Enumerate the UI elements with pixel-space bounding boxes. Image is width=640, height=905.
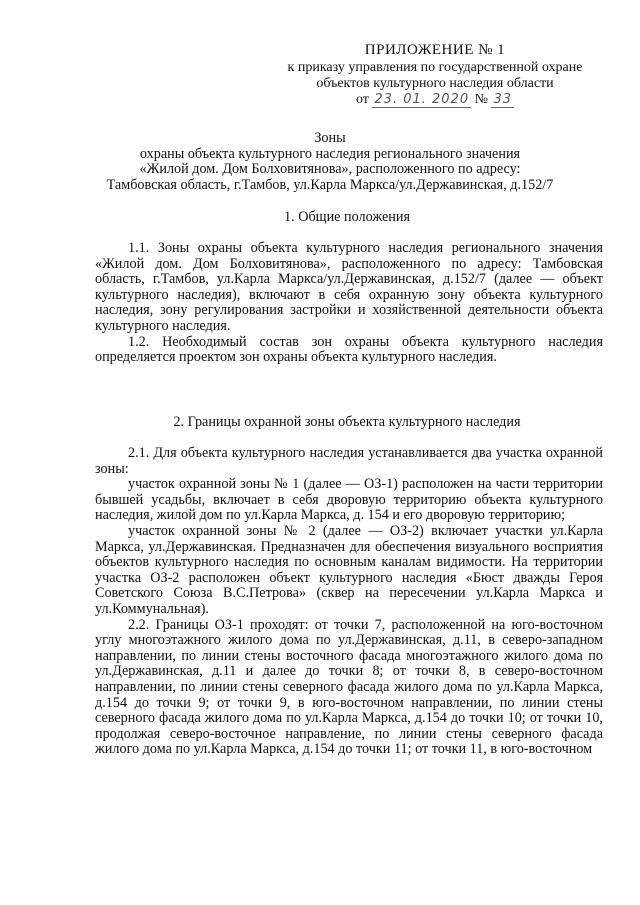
heading-line-3: «Жилой дом. Дом Болховитянова», расположенного по адресу:	[139, 161, 521, 177]
appendix-title: ПРИЛОЖЕНИЕ № 1	[364, 42, 506, 58]
heading-line-2: охраны объекта культурного наследия регионального значения	[139, 145, 521, 162]
section-1-title: 1. Общие положения	[284, 209, 410, 225]
paragraph-2-1-b: участок охранной зоны № 2 (далее — ОЗ-2) включает участки ул.Карла Маркса, ул.Державинская. Предназначен для обеспечения визуального восприятия объектов культурного наследия по основным каналам видимости. На территории участка ОЗ-2 расположен объект культурного наследия «Бюст дважды Героя Советского Союза В.С.Петрова» (сквер на пересечении ул.Карла Маркса и ул.Коммунальная).	[95, 522, 603, 617]
date-prefix: от	[355, 92, 369, 107]
appendix-header	[270, 42, 600, 108]
section-1-body	[95, 241, 603, 366]
paragraph-2-2: 2.2. Границы ОЗ-1 проходят: от точки 7, расположенной на юго-восточном углу многоэтажного жилого дома по ул.Державинская, д.11, в северо-западном направлении, по линии стены восточного фасада многоэтажного жилого дома по ул.Державинская, д.11 и далее до точки 8; от точки 8, в северо-восточном направлении, по линии стены северного фасада жилого дома по ул.Карла Маркса, д.154 до точки 9; от точки 9, в юго-восточном направлении, по линии стены северного фасада жилого дома по ул.Карла Маркса, д.154 до точки 10; от точки 10, продолжая северо-восточное направление, по линии стены северного фасада жилого дома по ул.Карла Маркса, д.154 до точки 11; от точки 11, в юго-восточном	[95, 616, 603, 758]
paragraph-2-1: 2.1. Для объекта культурного наследия устанавливается два участка охранной зоны:	[95, 445, 603, 477]
paragraph-1-2: 1.2. Необходимый состав зон охраны объекта культурного наследия определяется проектом зон охраны объекта культурного наследия.	[95, 333, 603, 366]
document-heading	[95, 131, 565, 193]
heading-line-4: Тамбовская область, г.Тамбов, ул.Карла Маркса/ул.Державинская, д.152/7	[106, 176, 554, 193]
appendix-date-line	[270, 92, 600, 108]
number-prefix: №	[474, 92, 488, 107]
paragraph-2-1-a: участок охранной зоны № 1 (далее — ОЗ-1) расположен на части территории бывшей усадьбы, включает в себя дворовую территорию объекта культурного наследия, жилой дом по ул.Карла Маркса, д. 154 и его дворовую территорию;	[95, 476, 603, 524]
handwritten-date: 23. 01. 2020	[374, 92, 470, 107]
section-2-body	[95, 446, 603, 758]
paragraph-1-1: 1.1. Зоны охраны объекта культурного наследия регионального значения «Жилой дом. Дом Болховитянова», расположенного по адресу: Тамбовская область, г.Тамбов, ул.Карла Маркса/ул.Державинская, д.152/7 (далее — объект культурного наследия), включают в себя охранную зону объекта культурного наследия, зону регулирования застройки и хозяйственной деятельности объекта культурного наследия.	[95, 240, 603, 334]
heading-line-1: Зоны	[314, 130, 346, 146]
handwritten-number: 33	[493, 92, 513, 107]
section-2-title: 2. Границы охранной зоны объекта культурного наследия	[173, 414, 521, 430]
appendix-line-2: объектов культурного наследия области	[316, 76, 554, 91]
appendix-line-1: к приказу управления по государственной охране	[287, 60, 583, 75]
